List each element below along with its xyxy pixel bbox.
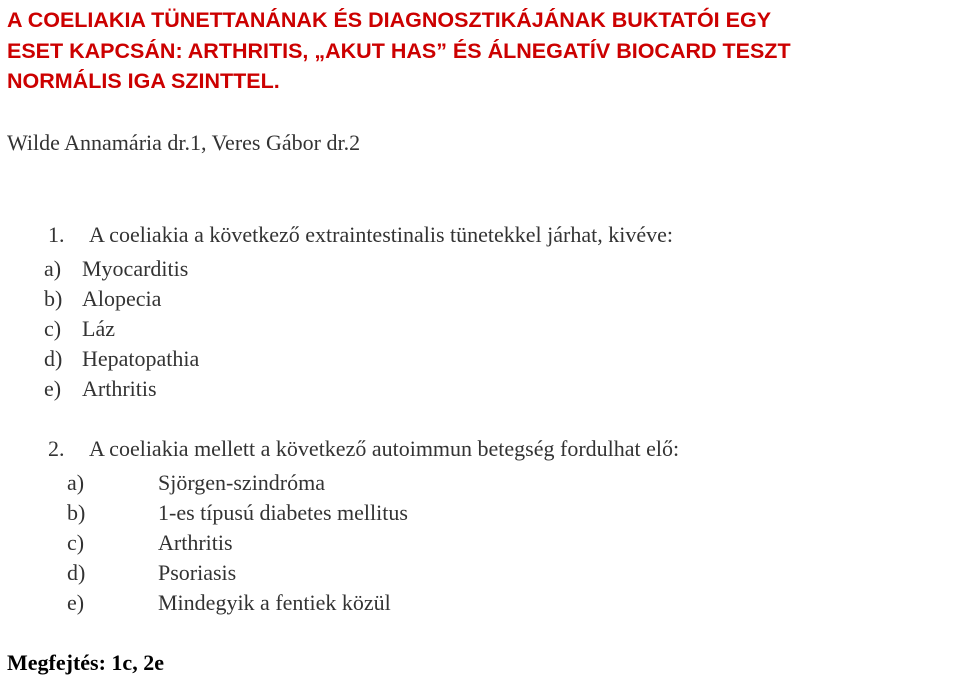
question-2-option-b [67, 498, 408, 528]
option-letter: d) [44, 346, 63, 371]
answer-key: Megfejtés: 1c, 2e [7, 650, 164, 675]
option-text: Myocarditis [82, 256, 189, 281]
option-letter: b) [67, 500, 86, 525]
question-2 [48, 434, 679, 464]
option-text: Mindegyik a fentiek közül [158, 590, 391, 615]
option-text: Arthritis [158, 530, 233, 555]
question-2-number: 2. [48, 436, 65, 461]
option-text: Psoriasis [158, 560, 237, 585]
authors: Wilde Annamária dr.1, Veres Gábor dr.2 [7, 130, 361, 155]
option-letter: c) [67, 530, 85, 555]
document-title [7, 5, 952, 97]
option-letter: e) [44, 376, 62, 401]
option-letter: a) [67, 470, 85, 495]
option-text: Sjörgen-szindróma [158, 470, 326, 495]
option-text: Alopecia [82, 286, 162, 311]
title-line-1: A COELIAKIA TÜNETTANÁNAK ÉS DIAGNOSZTIKÁJÁNAK BUKTATÓI EGY [7, 8, 772, 32]
question-2-option-c [67, 528, 233, 558]
question-1-option-b [44, 284, 161, 314]
option-text: 1-es típusú diabetes mellitus [158, 500, 408, 525]
question-2-option-d [67, 558, 236, 588]
question-1-text: A coeliakia a következő extraintestinalis tünetekkel járhat, kivéve: [89, 222, 673, 247]
option-letter: a) [44, 256, 62, 281]
question-1 [48, 220, 673, 250]
option-letter: d) [67, 560, 86, 585]
option-letter: c) [44, 316, 62, 341]
option-letter: e) [67, 590, 85, 615]
option-text: Hepatopathia [82, 346, 200, 371]
option-text: Arthritis [82, 376, 157, 401]
question-1-number: 1. [48, 222, 65, 247]
option-letter: b) [44, 286, 63, 311]
question-1-option-d [44, 344, 199, 374]
question-2-option-a [67, 468, 325, 498]
question-1-option-e [44, 374, 157, 404]
question-1-option-a [44, 254, 188, 284]
title-line-3: NORMÁLIS IGA SZINTTEL. [7, 69, 280, 93]
question-2-text: A coeliakia mellett a következő autoimmun betegség fordulhat elő: [89, 436, 680, 461]
title-line-2: ESET KAPCSÁN: ARTHRITIS, „AKUT HAS” ÉS ÁLNEGATÍV BIOCARD TESZT [7, 38, 791, 63]
question-1-option-c [44, 314, 115, 344]
question-2-option-e [67, 588, 391, 618]
option-text: Láz [82, 316, 115, 341]
